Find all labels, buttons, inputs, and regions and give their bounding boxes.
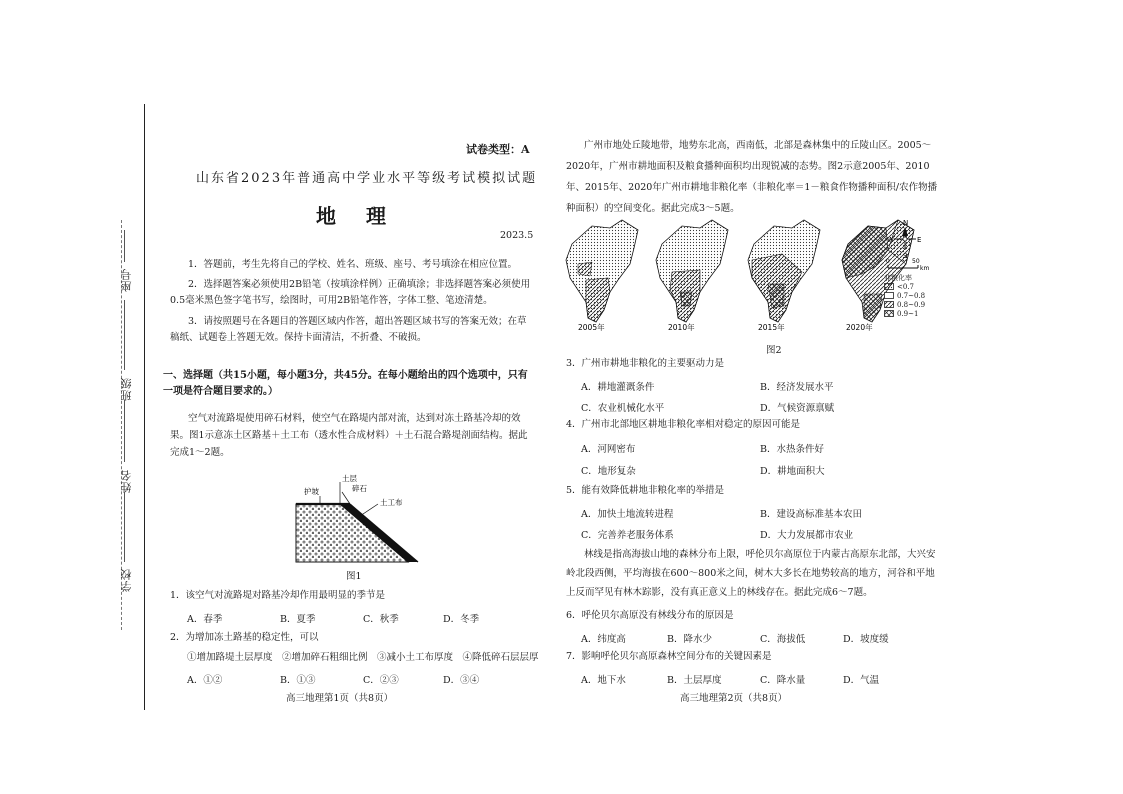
q5-option-a[interactable]: A．加快土地流转进程 xyxy=(581,509,674,520)
q5-stem: 5．能有效降低耕地非粮化率的举措是 xyxy=(566,485,725,496)
q1-option-c[interactable]: C．秋季 xyxy=(363,614,399,625)
q2-option-d[interactable]: D．③④ xyxy=(443,675,480,686)
year-label-2010: 2010年 xyxy=(668,323,695,332)
q7-option-a[interactable]: A．地下水 xyxy=(581,675,626,686)
q4-stem: 4．广州市北部地区耕地非粮化率相对稳定的原因可能是 xyxy=(566,419,801,430)
map-2010 xyxy=(656,220,728,322)
q2-option-b[interactable]: B．①③ xyxy=(280,675,316,686)
q4-option-b[interactable]: B．水热条件好 xyxy=(760,444,824,455)
q5-option-d[interactable]: D．大力发展都市农业 xyxy=(760,530,854,541)
svg-text:50: 50 xyxy=(912,258,920,265)
right-intro: 广州市地处丘陵地带，地势东北高，西南低，北部是森林集中的丘陵山区。2005～2020年，广州市耕地面积及粮食播种面积均出现锐减的态势。图2示意2005年、2010年、2015年、2020年广州市耕地非粮化率（非粮化率＝1－粮食作物播种面积/农作物播种面积）的空间变化。据此完成3～5题。 xyxy=(566,140,938,214)
q4-option-c[interactable]: C．地形复杂 xyxy=(581,466,636,477)
exam-type: 试卷类型：A xyxy=(466,143,530,156)
exam-title: 山东省2023年普通高中学业水平等级考试模拟试题 xyxy=(196,171,538,186)
q4-option-a[interactable]: A．河网密布 xyxy=(581,444,636,455)
q4-option-d[interactable]: D．耕地面积大 xyxy=(760,466,825,477)
legend-title: 非粮化率 xyxy=(884,273,912,282)
q1-stem: 1．该空气对流路堤对路基冷却作用最明显的季节是 xyxy=(170,590,386,601)
q5-option-c[interactable]: C．完善养老服务体系 xyxy=(581,530,674,541)
section1-intro: 空气对流路堤使用碎石材料，使空气在路堤内部对流，达到对冻土路基冷却的效果。图1示意冻土区路基＋土工布（透水性合成材料）＋土石混合路堤剖面结构。据此完成1～2题。 xyxy=(170,413,528,458)
binding-line xyxy=(144,104,145,710)
exam-date: 2023.5 xyxy=(500,230,534,241)
q6-option-b[interactable]: B．降水少 xyxy=(667,634,712,645)
figure2-caption: 图2 xyxy=(766,345,782,356)
seat-blank[interactable] xyxy=(124,230,125,262)
stone-label: 碎石 xyxy=(352,484,367,493)
map-2005 xyxy=(566,220,638,322)
legend-item-4: 0.9~1 xyxy=(884,309,925,318)
svg-text:km: km xyxy=(920,265,930,272)
school-label: 学校 xyxy=(120,568,133,592)
instruction-1: 1．答题前，考生先将自己的学校、姓名、班级、座号、考号填涂在相应位置。 xyxy=(188,259,518,270)
figure1-embankment xyxy=(290,474,440,578)
q7-stem: 7．影响呼伦贝尔高原森林空间分布的关键因素是 xyxy=(566,651,772,662)
year-label-2020: 2020年 xyxy=(846,323,873,332)
svg-text:S: S xyxy=(903,252,908,260)
q3-option-d[interactable]: D．气候资源禀赋 xyxy=(760,403,835,414)
svg-text:W: W xyxy=(887,236,894,244)
q6-option-c[interactable]: C．海拔低 xyxy=(760,634,806,645)
q3-stem: 3．广州市耕地非粮化的主要驱动力是 xyxy=(566,358,725,369)
seat-label: 座号 xyxy=(120,268,133,292)
q5-option-b[interactable]: B．建设高标准基本农田 xyxy=(760,509,862,520)
year-label-2005: 2005年 xyxy=(578,323,605,332)
legend-item-1: <0.7 xyxy=(884,282,925,291)
q7-option-c[interactable]: C．降水量 xyxy=(760,675,806,686)
name-blank[interactable] xyxy=(124,400,125,462)
q2-choices: ①增加路堤土层厚度 ②增加碎石粗细比例 ③减小土工布厚度 ④降低碎石层层厚 xyxy=(187,652,539,663)
section1-heading: 一、选择题（共15小题，每小题3分，共45分。在每小题给出的四个选项中，只有一项是符合题目要求的。） xyxy=(163,370,528,397)
q6-option-d[interactable]: D．坡度缓 xyxy=(843,634,889,645)
name-label: 姓名 xyxy=(120,469,133,493)
q7-option-d[interactable]: D．气温 xyxy=(843,675,880,686)
svg-text:0: 0 xyxy=(886,258,890,265)
year-label-2015: 2015年 xyxy=(758,323,785,332)
instruction-2: 2．选择题答案必须使用2B铅笔（按填涂样例）正确填涂；非选择题答案必须使用0.5毫米黑色签字笔书写，绘图时，可用2B铅笔作答，字体工整、笔迹清楚。 xyxy=(170,279,531,306)
q1-option-a[interactable]: A．春季 xyxy=(187,614,223,625)
class-label: 班级 xyxy=(120,377,133,401)
class-blank[interactable] xyxy=(124,300,125,370)
legend-item-3: 0.8~0.9 xyxy=(884,300,925,309)
q1-option-d[interactable]: D．冬季 xyxy=(443,614,480,625)
svg-text:N: N xyxy=(903,219,909,227)
geotextile-label: 土工布 xyxy=(380,498,403,507)
q2-option-c[interactable]: C．②③ xyxy=(363,675,399,686)
footer-right: 高三地理第2页（共8页） xyxy=(680,693,788,704)
svg-text:E: E xyxy=(917,236,922,244)
legend-item-2: 0.7~0.8 xyxy=(884,291,925,300)
q6-option-a[interactable]: A．纬度高 xyxy=(581,634,626,645)
soil-label: 土层 xyxy=(342,474,357,483)
pavement-label: 护坡 xyxy=(304,487,319,496)
subject-title: 地理 xyxy=(316,204,416,228)
instruction-3: 3．请按照题号在各题目的答题区域内作答，超出答题区域书写的答案无效；在草稿纸、试题卷上答题无效。保持卡面清洁，不折叠、不破损。 xyxy=(170,316,527,343)
map-2015 xyxy=(748,220,820,322)
q3-option-a[interactable]: A．耕地灌溉条件 xyxy=(581,382,655,393)
q7-option-b[interactable]: B．土层厚度 xyxy=(667,675,722,686)
school-blank[interactable] xyxy=(124,492,125,562)
q1-option-b[interactable]: B．夏季 xyxy=(280,614,316,625)
right-intro-2: 林线是指高海拔山地的森林分布上限，呼伦贝尔高原位于内蒙古高原东北部，大兴安岭北段西侧，平均海拔在600～800米之间，树木大多长在地势较高的地方，河谷和平地上反而罕见有林木踪影，没有真正意义上的林线存在。据此完成6～7题。 xyxy=(566,549,936,598)
q3-option-b[interactable]: B．经济发展水平 xyxy=(760,382,834,393)
figure2-legend xyxy=(884,273,925,318)
q2-option-a[interactable]: A．①② xyxy=(187,675,223,686)
figure1-caption: 图1 xyxy=(346,571,362,582)
q3-option-c[interactable]: C．农业机械化水平 xyxy=(581,403,665,414)
q6-stem: 6．呼伦贝尔高原没有林线分布的原因是 xyxy=(566,610,734,621)
q2-stem: 2．为增加冻土路基的稳定性，可以 xyxy=(170,632,319,643)
footer-left: 高三地理第1页（共8页） xyxy=(286,693,394,704)
